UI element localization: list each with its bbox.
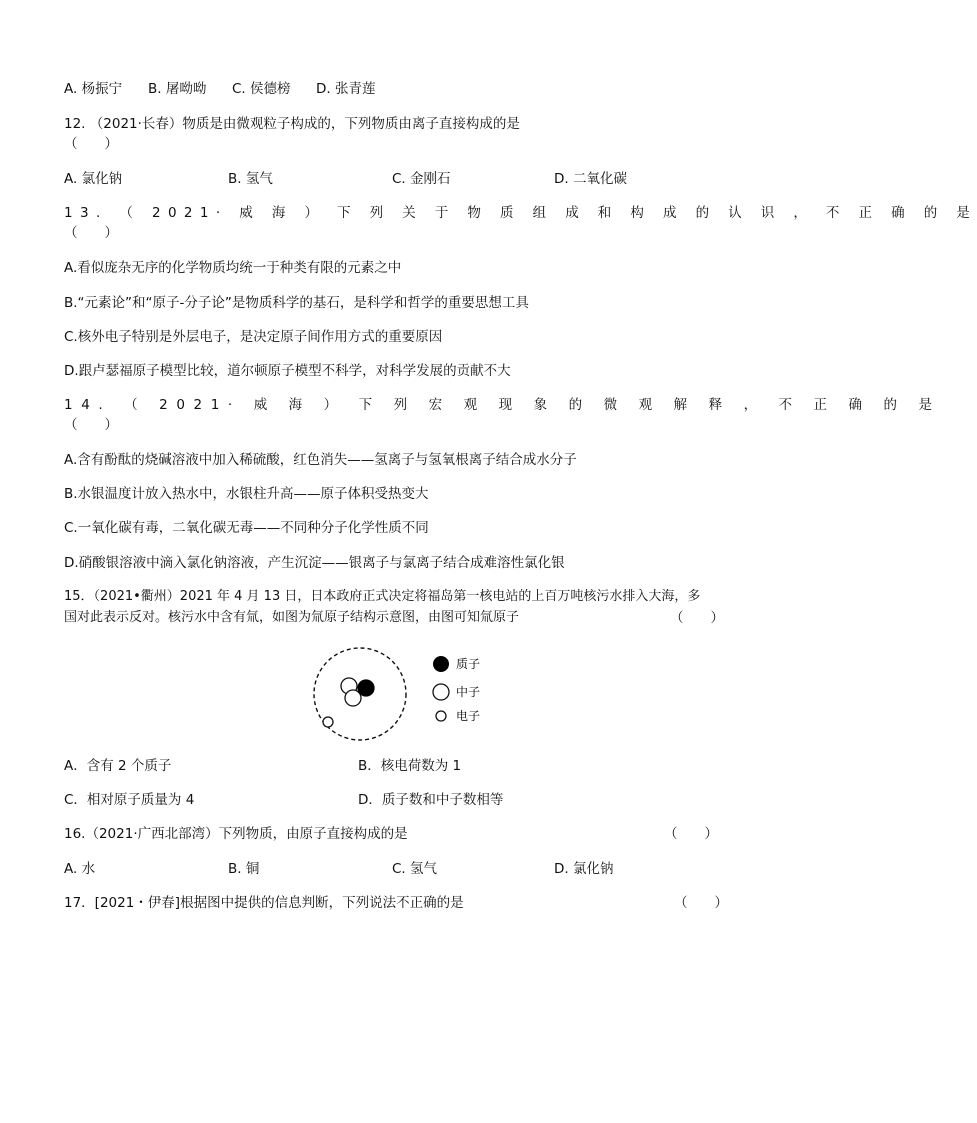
legend-electron-icon <box>436 711 446 721</box>
q12-option-c: C. 金刚石 <box>392 171 451 187</box>
q16-answer-paren: （ ） <box>664 826 718 842</box>
q16-option-d: D. 氯化钠 <box>554 861 614 877</box>
q12-answer-paren: （ ） <box>64 136 118 152</box>
q16-option-c: C. 氢气 <box>392 861 438 877</box>
electron <box>323 717 333 727</box>
q17-answer-paren: （ ） <box>674 895 728 911</box>
q15-stem-line2: 国对此表示反对。核污水中含有氚，如图为氚原子结构示意图，由图可知氚原子 <box>64 610 520 625</box>
tritium-atom-svg <box>308 646 498 742</box>
q14-option-a: A.含有酚酞的烧碱溶液中加入稀硫酸，红色消失——氢离子与氢氧根离子结合成水分子 <box>64 452 577 468</box>
q15-option-a: A．含有 2 个质子 <box>64 758 172 774</box>
q15-option-c: C．相对原子质量为 4 <box>64 792 195 808</box>
q14-stem: 14. （ 2021· 威 海 ） 下 列 宏 观 现 象 的 微 观 解 释 ， 不 正 确 的 是 <box>64 397 941 413</box>
q11-option-a: A. 杨振宁 <box>64 81 123 97</box>
q12-option-a: A. 氯化钠 <box>64 171 123 187</box>
q14-option-d: D.硝酸银溶液中滴入氯化钠溶液，产生沉淀——银离子与氯离子结合成难溶性氯化银 <box>64 555 565 571</box>
q15-option-b: B．核电荷数为 1 <box>358 758 462 774</box>
q16-option-b: B. 铜 <box>228 861 260 877</box>
q13-stem: 13. （ 2021· 威 海 ） 下 列 关 于 物 质 组 成 和 构 成 的 认 识 ， 不 正 确 的 是 <box>64 205 977 221</box>
q13-answer-paren: （ ） <box>64 225 118 241</box>
q15-answer-paren: （ ） <box>670 610 724 626</box>
proton <box>358 680 374 696</box>
q11-option-d: D. 张青莲 <box>316 81 376 97</box>
q11-option-b: B. 屠呦呦 <box>148 81 207 97</box>
q16-option-a: A. 水 <box>64 861 96 877</box>
q12-option-b: B. 氢气 <box>228 171 273 187</box>
q13-option-c: C.核外电子特别是外层电子，是决定原子间作用方式的重要原因 <box>64 329 443 345</box>
legend-proton-icon <box>433 656 449 672</box>
q13-option-d: D.跟卢瑟福原子模型比较，道尔顿原子模型不科学，对科学发展的贡献不大 <box>64 363 511 379</box>
legend-electron-label: 电子 <box>456 709 481 723</box>
q12-stem: 12. （2021·长春）物质是由微观粒子构成的，下列物质由离子直接构成的是 <box>64 116 520 132</box>
q14-option-c: C.一氧化碳有毒，二氧化碳无毒——不同种分子化学性质不同 <box>64 520 429 536</box>
legend-proton-label: 质子 <box>456 657 481 671</box>
q16-stem: 16.（2021·广西北部湾）下列物质，由原子直接构成的是 <box>64 826 408 842</box>
tritium-atom-diagram <box>308 646 498 742</box>
q17-stem: 17．[2021・伊春]根据图中提供的信息判断，下列说法不正确的是 <box>64 895 464 911</box>
q13-option-a: A.看似庞杂无序的化学物质均统一于种类有限的元素之中 <box>64 260 402 276</box>
q11-option-c: C. 侯德榜 <box>232 81 291 97</box>
q13-option-b: B.“元素论”和“原子-分子论”是物质科学的基石，是科学和哲学的重要思想工具 <box>64 295 529 311</box>
q14-option-b: B.水银温度计放入热水中，水银柱升高——原子体积受热变大 <box>64 486 429 502</box>
q12-option-d: D. 二氧化碳 <box>554 171 627 187</box>
q14-answer-paren: （ ） <box>64 417 118 433</box>
legend-neutron-label: 中子 <box>456 685 481 699</box>
q15-option-d: D．质子数和中子数相等 <box>358 792 504 808</box>
legend-neutron-icon <box>433 684 449 700</box>
q15-stem-line1: 15．（2021•衢州）2021 年 4 月 13 日，日本政府正式决定将福岛第一核电站的上百万吨核污水排入大海，多 <box>64 589 701 604</box>
